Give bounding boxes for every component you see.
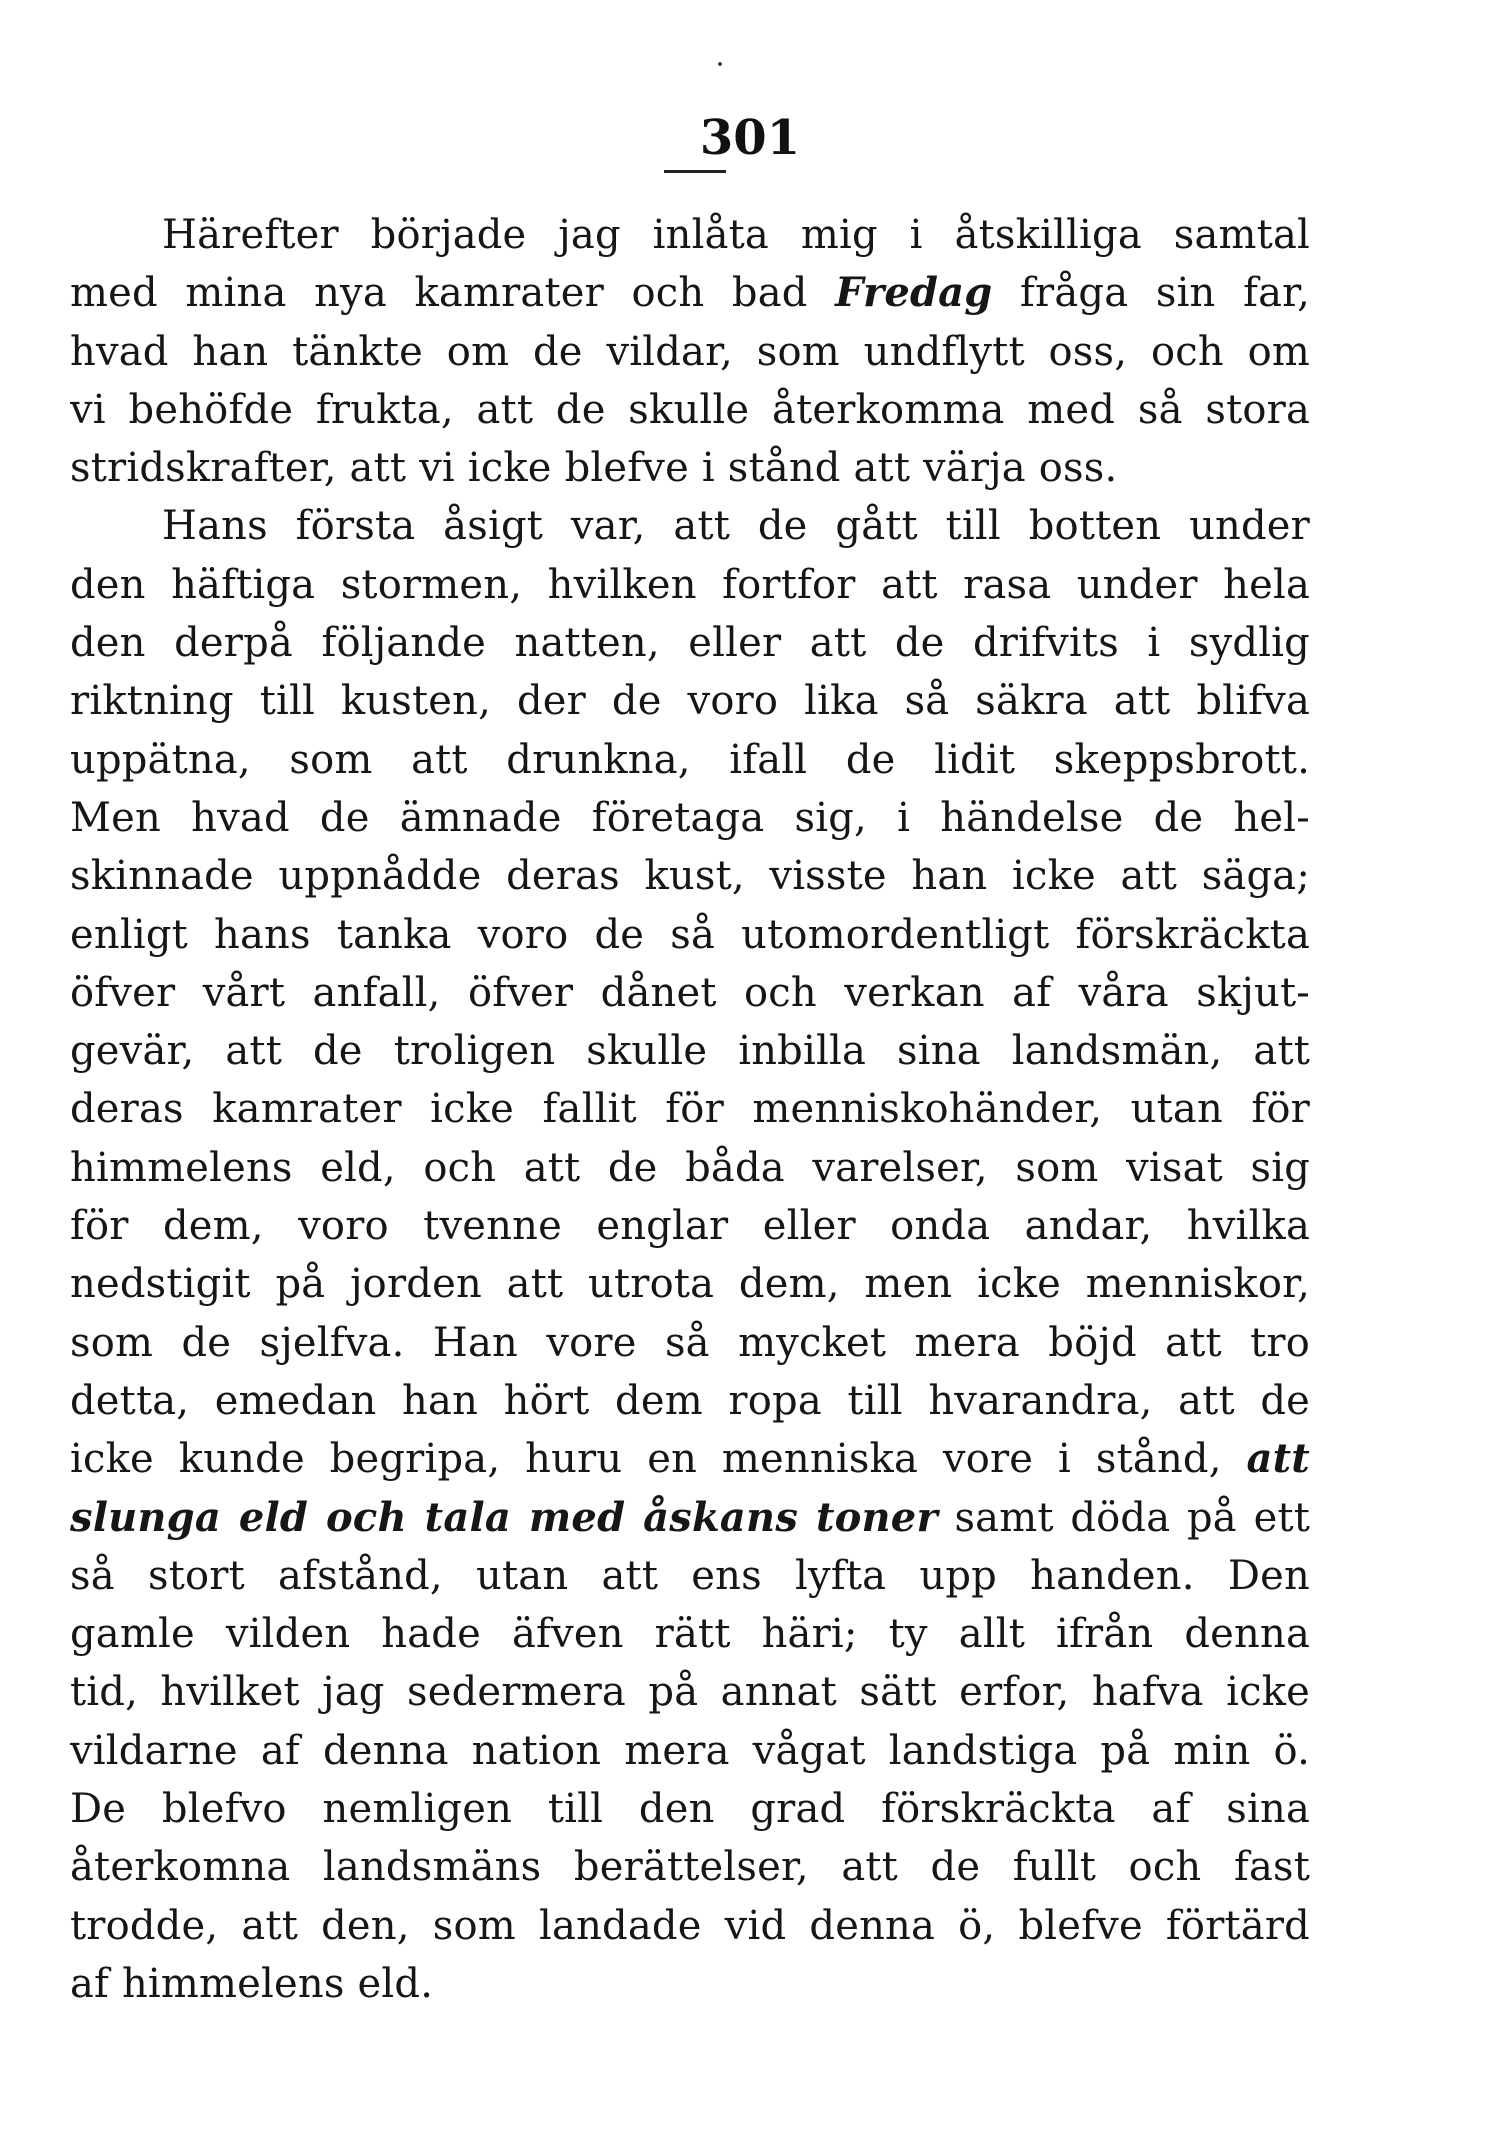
line-text-continued: fråga sin far,	[992, 270, 1310, 317]
line-text: gevär, att de troligen skulle inbilla sina landsmän, att	[70, 1028, 1310, 1075]
text-line	[70, 1022, 1310, 1080]
text-line	[70, 672, 1310, 730]
line-text: riktning till kusten, der de voro lika så säkra att blifva	[70, 678, 1310, 725]
line-text: nedstigit på jorden att utrota dem, men icke menniskor,	[70, 1261, 1310, 1308]
text-line	[70, 614, 1310, 672]
line-text: trodde, att den, som landade vid denna ö, blefve förtärd	[70, 1902, 1310, 1949]
text-line	[70, 1605, 1310, 1663]
line-text: enligt hans tanka voro de så utomordentligt förskräckta	[70, 911, 1310, 958]
text-line	[70, 789, 1310, 847]
line-text: stridskrafter, att vi icke blefve i stånd att värja oss.	[70, 445, 1118, 492]
line-text: så stort afstånd, utan att ens lyfta upp handen. Den	[70, 1552, 1310, 1599]
line-text-continued: samt döda på ett	[937, 1494, 1310, 1541]
page-number-rule	[664, 170, 726, 173]
line-text: detta, emedan han hört dem ropa till hvarandra, att de	[70, 1377, 1310, 1424]
line-text: för dem, voro tvenne englar eller onda andar, hvilka	[70, 1203, 1310, 1250]
text-line	[70, 1663, 1310, 1721]
line-text: öfver vårt anfall, öfver dånet och verkan af våra skjut-	[70, 969, 1310, 1016]
text-line	[70, 1372, 1310, 1430]
text-line	[70, 323, 1310, 381]
text-line	[70, 1722, 1310, 1780]
text-line	[70, 731, 1310, 789]
line-text: skinnade uppnådde deras kust, visste han icke att säga;	[70, 853, 1310, 900]
text-line	[70, 439, 1310, 497]
print-speck	[718, 62, 722, 66]
text-line	[70, 1838, 1310, 1896]
line-text: icke kunde begripa, huru en menniska vore i stånd,	[70, 1436, 1247, 1483]
text-line	[70, 1430, 1310, 1488]
line-text: vildarne af denna nation mera vågat landstiga på min ö.	[70, 1727, 1310, 1774]
text-line	[70, 1547, 1310, 1605]
text-line	[70, 1255, 1310, 1313]
text-line	[70, 497, 1310, 555]
text-line	[70, 1955, 1310, 2013]
line-text: som de sjelfva. Han vore så mycket mera böjd att tro	[70, 1319, 1310, 1366]
text-line	[70, 964, 1310, 1022]
line-text: med mina nya kamrater och bad	[70, 270, 836, 317]
text-line	[70, 1314, 1310, 1372]
line-text: återkomna landsmäns berättelser, att de fullt och fast	[70, 1844, 1310, 1891]
line-text: Hans första åsigt var, att de gått till botten under	[162, 503, 1310, 550]
text-line	[70, 847, 1310, 905]
page-number: 301	[699, 110, 801, 166]
text-line	[70, 1080, 1310, 1138]
line-text: uppätna, som att drunkna, ifall de lidit skeppsbrott.	[70, 736, 1310, 783]
line-text: Men hvad de ämnade företaga sig, i händelse de hel-	[70, 794, 1310, 841]
text-line	[70, 1780, 1310, 1838]
text-line	[70, 1897, 1310, 1955]
line-text: den derpå följande natten, eller att de drifvits i sydlig	[70, 620, 1310, 667]
text-line	[70, 1489, 1310, 1547]
line-text: vi behöfde frukta, att de skulle återkomma med så stora	[70, 386, 1310, 433]
emphasized-text: Fredag	[835, 269, 993, 317]
body-text	[70, 206, 1310, 2013]
text-line	[70, 1197, 1310, 1255]
emphasized-text: att	[1246, 1435, 1310, 1483]
text-line	[70, 264, 1310, 322]
text-line	[70, 556, 1310, 614]
line-text: tid, hvilket jag sedermera på annat sätt erfor, hafva icke	[70, 1669, 1310, 1716]
text-line	[70, 1139, 1310, 1197]
emphasized-text: slunga eld och tala med åskans toner	[70, 1493, 938, 1541]
line-text: af himmelens eld.	[70, 1960, 434, 2007]
line-text: Härefter började jag inlåta mig i åtskilliga samtal	[162, 212, 1310, 258]
text-line	[70, 906, 1310, 964]
line-text: himmelens eld, och att de båda varelser, som visat sig	[70, 1144, 1310, 1191]
line-text: den häftiga stormen, hvilken fortfor att rasa under hela	[70, 561, 1310, 608]
line-text: hvad han tänkte om de vildar, som undflytt oss, och om	[70, 328, 1310, 375]
line-text: De blefvo nemligen till den grad förskräckta af sina	[70, 1786, 1310, 1833]
text-line	[70, 206, 1310, 264]
text-line	[70, 381, 1310, 439]
line-text: deras kamrater icke fallit för menniskohänder, utan för	[70, 1086, 1310, 1133]
line-text: gamle vilden hade äfven rätt häri; ty allt ifrån denna	[70, 1611, 1310, 1658]
